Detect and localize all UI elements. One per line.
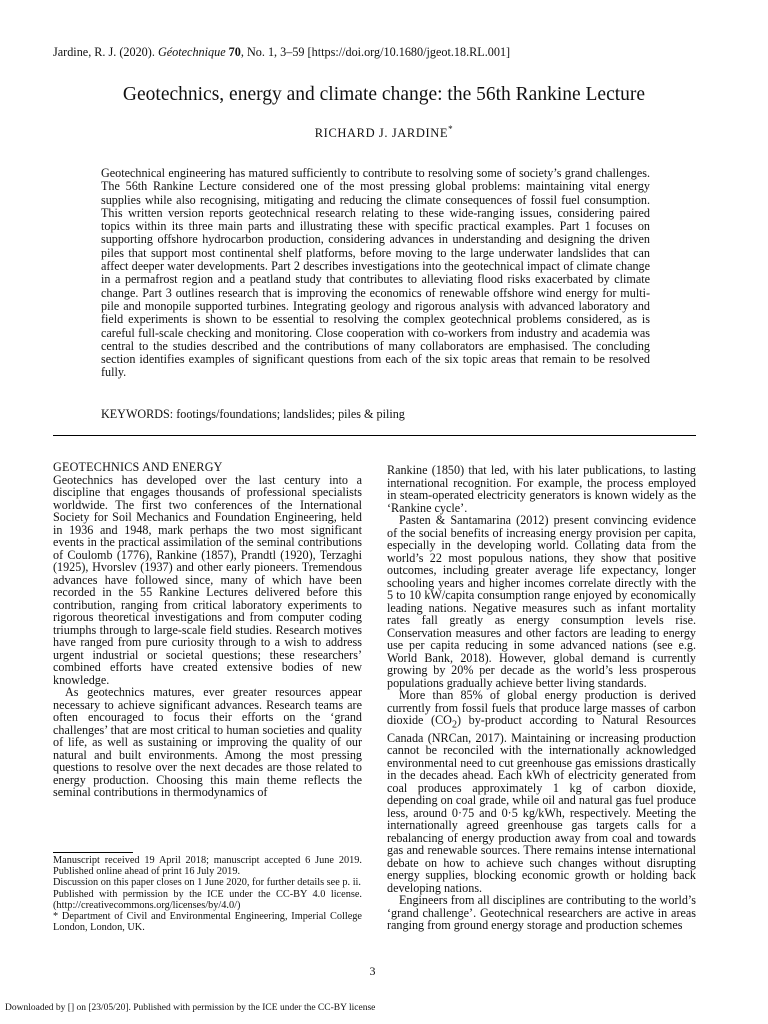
paper-title: Geotechnics, energy and climate change: the 56th Rankine Lecture [122, 84, 646, 105]
footnote-affiliation-marker: * [53, 911, 59, 923]
right-paragraph-4: Engineers from all disciplines are contributing to the world’s ‘grand challenge’. Geotechnical researchers are active in areas ranging from ground energy storage and production schemes [387, 893, 696, 933]
left-column [53, 461, 362, 799]
author-name: RICHARD J. JARDINE [314, 126, 449, 141]
footnote-received: Manuscript received 19 April 2018; manuscript accepted 6 June 2019. Published online ahead of print 16 July 2019. [53, 855, 362, 878]
footnote-affiliation-text: Department of Civil and Environmental Engineering, Imperial College London, London, UK. [53, 911, 362, 934]
author-affiliation-marker: * [448, 124, 454, 134]
citation-journal: Géotechnique [157, 45, 226, 59]
citation-volume: 70 [228, 45, 241, 59]
section-divider [53, 435, 696, 436]
footnote-license: Published with permission by the ICE under the CC-BY 4.0 license. (http://creativecommons.org/licenses/by/4.0/) [53, 888, 362, 911]
citation-rest: , No. 1, 3–59 [https://doi.org/10.1680/jgeot.18.RL.001] [240, 45, 511, 59]
page-number: 3 [369, 964, 376, 978]
author-line [0, 124, 768, 141]
download-notice: Downloaded by [] on [23/05/20]. Published with permission by the ICE under the CC-BY license [5, 1003, 376, 1013]
right-paragraph-2: Pasten & Santamarina (2012) present convincing evidence of the social benefits of increasing energy provision per capita, especially in the developing world. Collating data from the world’s 22 most populous nations, they show that positive outcomes, including greater average life expectancy, longer schooling years and higher incomes correlate directly with the 5 to 10 kW/capita consumption range enjoyed by economically leading nations. Negative measures such as infant mortality rates fall greatly as energy consumption levels rise. Conservation measures and other factors are leading to energy use per capita reducing in some advanced nations (see e.g. World Bank, 2018). However, global demand is currently growing by 20% per decade as the world’s less prosperous populations gradually achieve better living standards. [387, 513, 696, 690]
footnote-divider [53, 852, 133, 853]
co2-subscript: 2 [451, 719, 457, 731]
right-paragraph-3-part-b: ) by-product according to Natural Resources Canada (NRCan, 2017). Maintaining or increasing production cannot be reconciled with the internationally acknowledged environmental need to cut greenhouse gas emissions drastically in the decades ahead. Each kWh of electricity generated from coal produces approximately 1 kg of carbon dioxide, depending on coal grade, while oil and natural gas fuel produce less, around 0·75 and 0·5 kg/kWh, respectively. Meeting the internationally agreed greenhouse gas targets calls for a rebalancing of energy production away from coal and towards gas and renewable sources. There remains intense international debate on how to achieve such changes without disrupting energy supplies, blocking economic growth or holding back developing nations. [387, 713, 696, 895]
footnote-affiliation [53, 911, 362, 933]
left-paragraph-2: As geotechnics matures, ever greater resources appear necessary to achieve significant advances. Research teams are often encouraged to focus their efforts on the ‘grand challenges’ that are most critical to human societies and quality of life, as well as sustaining or improving the quality of our natural and built environments. Among the most pressing questions to resolve over the next decades are those related to energy production. Choosing this main theme reflects the seminal contributions in thermodynamics of [53, 685, 362, 799]
footnote-discussion: Discussion on this paper closes on 1 June 2020, for further details see p. ii. [53, 877, 361, 889]
right-column [387, 464, 696, 932]
right-paragraph-1: Rankine (1850) that led, with his later publications, to lasting international recognition. For example, the process employed in steam-operated electricity generators is known widely as the ‘Rankine cycle’. [387, 463, 696, 515]
footnotes [53, 855, 362, 933]
abstract: Geotechnical engineering has matured sufficiently to contribute to resolving some of society’s grand challenges. The 56th Rankine Lecture considered one of the most pressing global problems: maintaining vital energy supplies while also recognising, mitigating and reducing the climate consequences of fossil fuel consumption. This written version reports geotechnical research relating to these wide-ranging issues, considering paired topics within its three main parts and illustrating these with specific practical examples. Part 1 focuses on supporting offshore hydrocarbon production, considering advances in understanding and designing the driven piles that support most continental shelf platforms, before moving to the large underwater landslides that can affect deeper water developments. Part 2 describes investigations into the geotechnical impact of climate change in a permafrost region and a peatland study that contributes to alleviating flood risks exacerbated by climate change. Part 3 outlines research that is improving the economics of renewable offshore wind energy for multi-pile and monopile supported turbines. Integrating geology and rigorous analysis with advanced laboratory and field experiments is shown to be essential to resolving the complex geotechnical problems considered, as is careful full-scale checking and monitoring. Close cooperation with co-workers from industry and academia was central to the studies described and the contributions of many collaborators are emphasised. The concluding section identifies examples of significant questions from each of the six topic areas that remain to be resolved fully. [101, 166, 650, 380]
keywords: KEYWORDS: footings/foundations; landslides; piles & piling [101, 407, 405, 421]
right-paragraph-3-part-a: More than 85% of global energy production is derived currently from fossil fuels that produce large masses of carbon dioxide (CO [387, 688, 696, 727]
right-paragraph-3 [387, 689, 696, 894]
left-paragraph-1: Geotechnics has developed over the last century into a discipline that engages thousands of professional specialists worldwide. The first two conferences of the International Society for Soil Mechanics and Foundation Engineering, held in 1936 and 1948, mark perhaps the two most significant events in the practical assimilation of the seminal contributions of Coulomb (1776), Rankine (1857), Prandtl (1920), Terzaghi (1925), Hvorslev (1937) and other early pioneers. Tremendous advances have followed since, many of which have been recorded in the 55 Rankine Lectures delivered before this contribution, ranging from critical laboratory experiments to rigorous theoretical investigations and from computer coding triumphs through to large-scale field studies. Research motives have ranged from pure curiosity through to a wish to address urgent industrial or societal questions; these researchers’ combined efforts have created extensive bodies of new knowledge. [53, 472, 362, 687]
citation-line [53, 45, 510, 60]
section-heading: GEOTECHNICS AND ENERGY [53, 460, 223, 474]
citation-authors: Jardine, R. J. (2020). [53, 45, 158, 59]
